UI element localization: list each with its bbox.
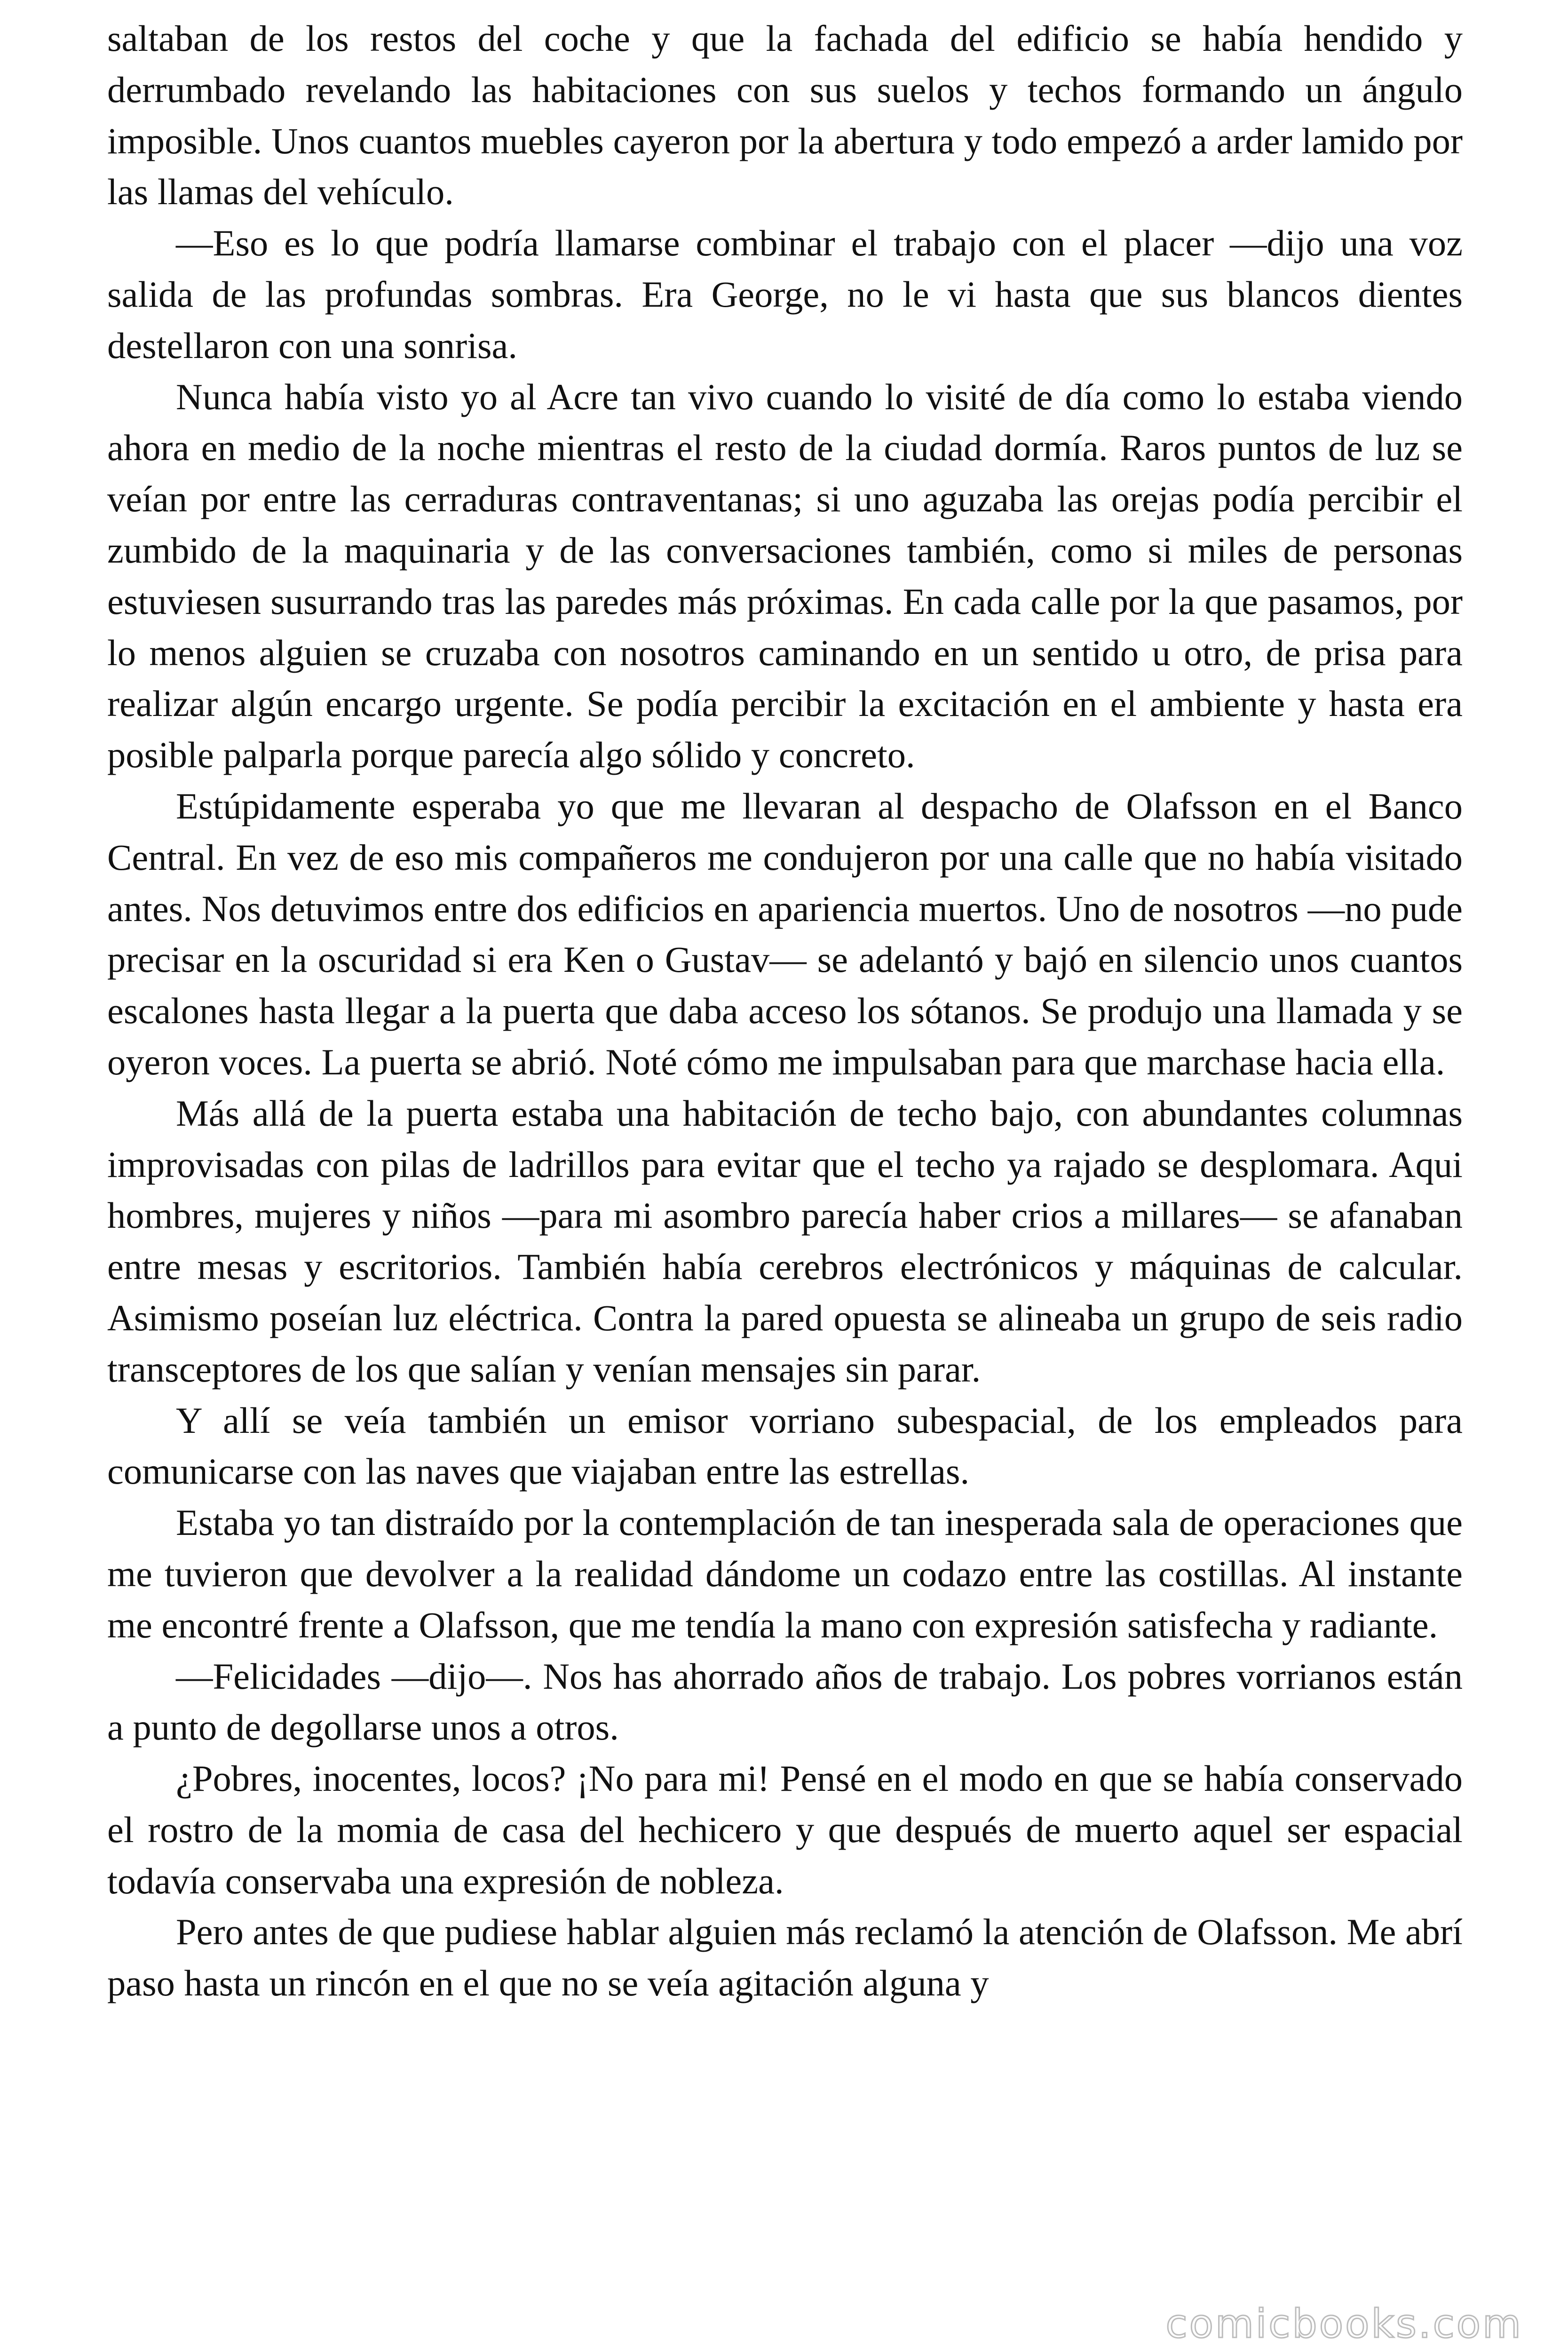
paragraph: Estaba yo tan distraído por la contemplación de tan inesperada sala de operaciones que me tuvieron que devolver a la realidad dándome un codazo entre las costillas. Al instante me encontré frente a Olafsson, que me tendía la mano con expresión satisfecha y radiante.: [107, 1502, 1463, 1645]
paragraph: Y allí se veía también un emisor vorriano subespacial, de los empleados para comunicarse con las naves que viajaban entre las estrellas.: [107, 1399, 1463, 1492]
page-text: [107, 13, 1463, 2009]
paragraph: Estúpidamente esperaba yo que me llevaran al despacho de Olafsson en el Banco Central. En vez de eso mis compañeros me condujeron por una calle que no había visitado antes. Nos detuvimos entre dos edificios en apariencia muertos. Uno de nosotros —no pude precisar en la oscuridad si era Ken o Gustav— se adelantó y bajó en silencio unos cuantos escalones hasta llegar a la puerta que daba acceso los sótanos. Se produjo una llamada y se oyeron voces. La puerta se abrió. Noté cómo me impulsaban para que marchase hacia ella.: [107, 785, 1463, 1082]
paragraph: —Felicidades —dijo—. Nos has ahorrado años de trabajo. Los pobres vorrianos están a punto de degollarse unos a otros.: [107, 1655, 1463, 1748]
paragraph: saltaban de los restos del coche y que la fachada del edificio se había hendido y derrumbado revelando las habitaciones con sus suelos y techos formando un ángulo imposible. Unos cuantos muebles cayeron por la abertura y todo empezó a arder lamido por las llamas del vehículo.: [107, 18, 1463, 213]
watermark: comicbooks.com: [1165, 2301, 1523, 2347]
paragraph: ¿Pobres, inocentes, locos? ¡No para mi! Pensé en el modo en que se había conservado el rostro de la momia de casa del hechicero y que después de muerto aquel ser espacial todavía conservaba una expresión de nobleza.: [107, 1758, 1463, 1901]
paragraph: —Eso es lo que podría llamarse combinar el trabajo con el placer —dijo una voz salida de las profundas sombras. Era George, no le vi hasta que sus blancos dientes destellaron con una sonrisa.: [107, 222, 1463, 366]
paragraph: Más allá de la puerta estaba una habitación de techo bajo, con abundantes columnas improvisadas con pilas de ladrillos para evitar que el techo ya rajado se desplomara. Aqui hombres, mujeres y niños —para mi asombro parecía haber crios a millares— se afanaban entre mesas y escritorios. También había cerebros electrónicos y máquinas de calcular. Asimismo poseían luz eléctrica. Contra la pared opuesta se alineaba un grupo de seis radio transceptores de los que salían y venían mensajes sin parar.: [107, 1092, 1463, 1390]
paragraph: Nunca había visto yo al Acre tan vivo cuando lo visité de día como lo estaba viendo ahora en medio de la noche mientras el resto de la ciudad dormía. Raros puntos de luz se veían por entre las cerraduras contraventanas; si uno aguzaba las orejas podía percibir el zumbido de la maquinaria y de las conversaciones también, como si miles de personas estuviesen susurrando tras las paredes más próximas. En cada calle por la que pasamos, por lo menos alguien se cruzaba con nosotros caminando en un sentido u otro, de prisa para realizar algún encargo urgente. Se podía percibir la excitación en el ambiente y hasta era posible palparla porque parecía algo sólido y concreto.: [107, 376, 1463, 776]
paragraph: Pero antes de que pudiese hablar alguien más reclamó la atención de Olafsson. Me abrí paso hasta un rincón en el que no se veía agitación alguna y: [107, 1911, 1463, 2004]
